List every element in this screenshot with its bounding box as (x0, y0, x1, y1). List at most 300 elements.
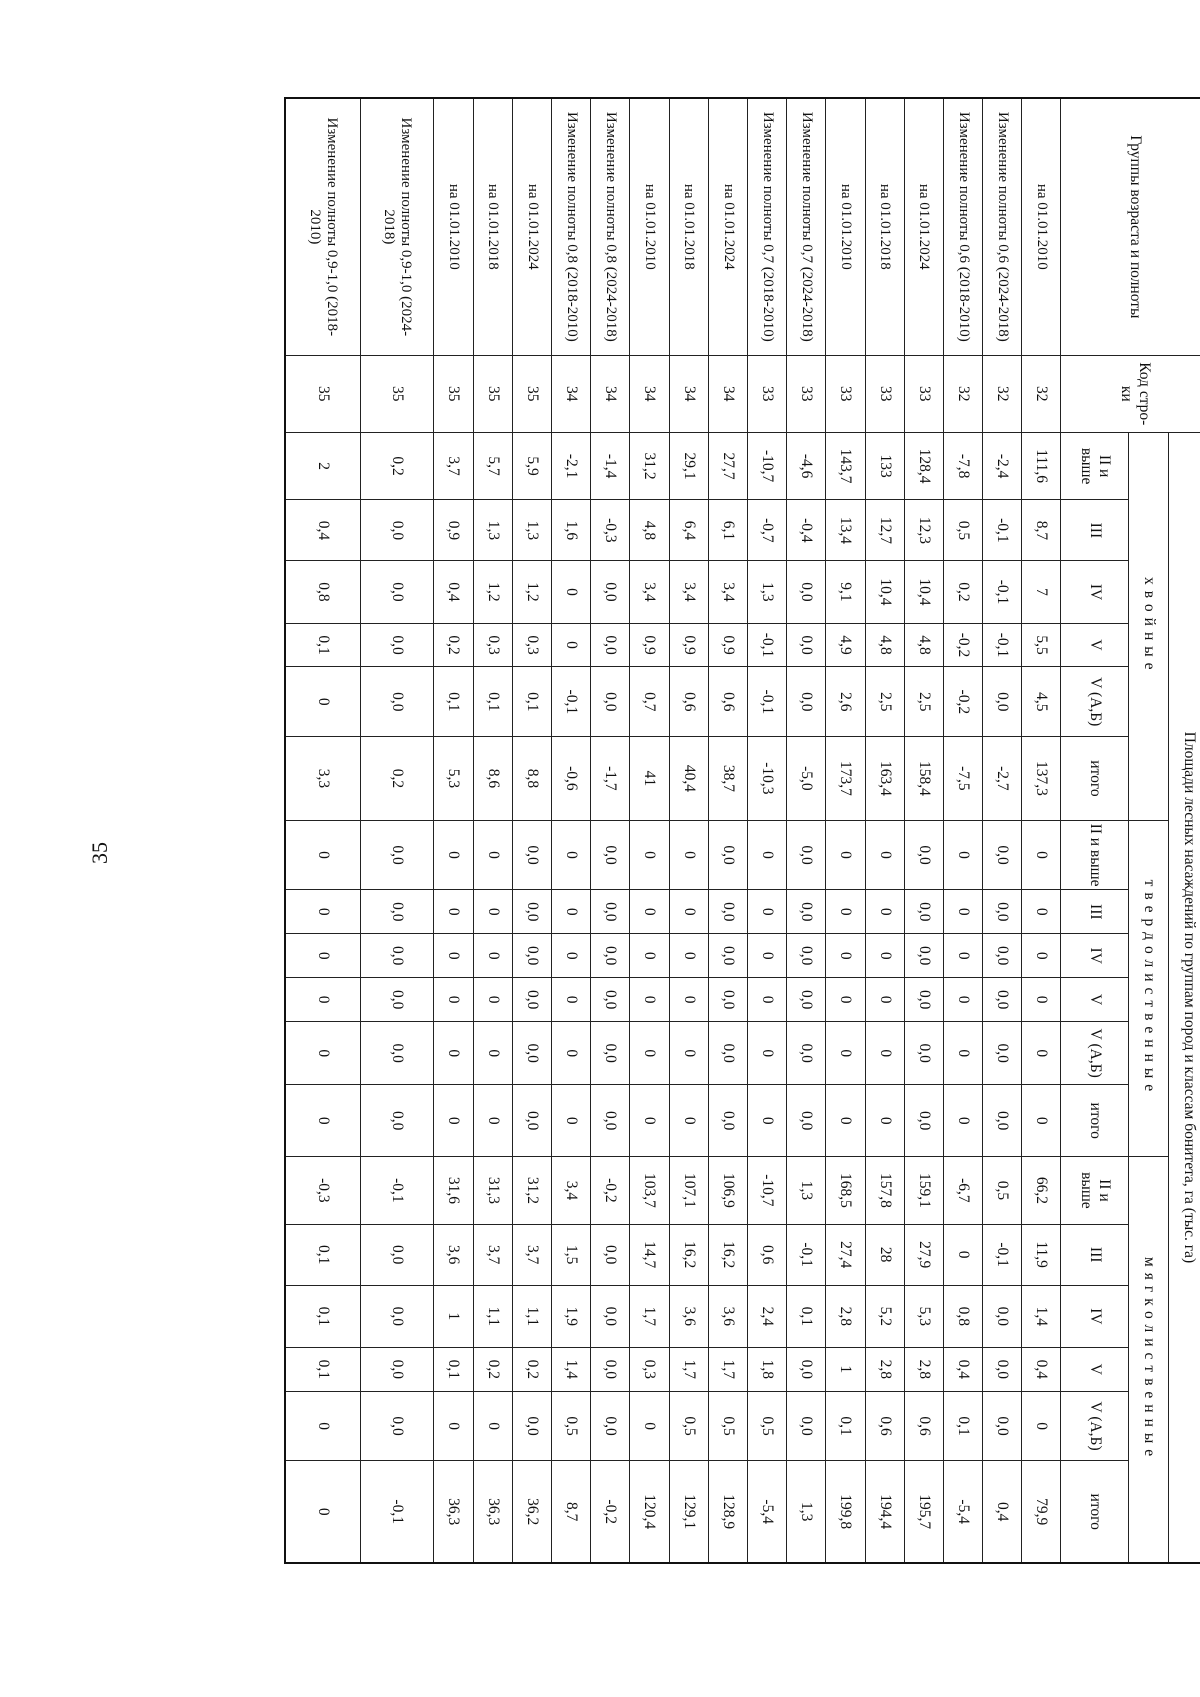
table-cell: 5,3 (434, 737, 473, 821)
table-cell: 0 (473, 890, 512, 934)
table-cell: 0,0 (708, 820, 747, 890)
table-cell: 3,4 (669, 561, 708, 623)
table-cell: 0,5 (943, 500, 982, 561)
row-code: 35 (360, 355, 434, 432)
table-cell: 1,3 (787, 1157, 826, 1225)
table-cell: 0,0 (708, 978, 747, 1022)
table-cell: 0 (552, 934, 591, 978)
table-cell: 0 (434, 1391, 473, 1461)
table-cell: 1,3 (512, 500, 551, 561)
subheader-hardwood-4: V (А,Б) (1061, 1022, 1129, 1085)
table-cell: 3,4 (552, 1157, 591, 1225)
table-cell: 0 (552, 1085, 591, 1157)
table-cell: 10,4 (865, 561, 904, 623)
table-cell: 0,0 (591, 820, 630, 890)
table-cell: 128,9 (708, 1461, 747, 1563)
table-cell: 0,0 (904, 978, 943, 1022)
table-row (473, 98, 512, 1563)
table-cell: -0,1 (360, 1157, 434, 1225)
table-row (360, 98, 434, 1563)
table-cell: 0,1 (826, 1391, 865, 1461)
table-cell: 8,7 (552, 1461, 591, 1563)
table-cell: 1,2 (473, 561, 512, 623)
row-code: 34 (708, 355, 747, 432)
table-cell: 0 (865, 820, 904, 890)
table-cell: 0 (552, 890, 591, 934)
table-cell: 0 (285, 1461, 360, 1563)
table-cell: 0,0 (360, 1022, 434, 1085)
table-cell: 0,0 (983, 820, 1022, 890)
table-cell: -4,6 (787, 432, 826, 500)
table-cell: 0,0 (591, 1391, 630, 1461)
table-cell: 1,7 (630, 1285, 669, 1347)
table-cell: 0 (669, 1022, 708, 1085)
row-label: Изменение полноты 0,9-1,0 (2024-2018) (360, 98, 434, 355)
table-cell: 3,4 (630, 561, 669, 623)
table-cell: 2,8 (826, 1285, 865, 1347)
row-label: на 01.01.2010 (826, 98, 865, 355)
table-cell: 0,6 (904, 1391, 943, 1461)
table-cell: 0,5 (552, 1391, 591, 1461)
row-label: Изменение полноты 0,8 (2018-2010) (552, 98, 591, 355)
subheader-softwood-1: III (1061, 1224, 1129, 1285)
table-cell: 3,6 (708, 1285, 747, 1347)
subheader-softwood-5: итого (1061, 1461, 1129, 1563)
subheader-hardwood-2: IV (1061, 934, 1129, 978)
row-code: 33 (787, 355, 826, 432)
table-cell: 1,4 (1022, 1285, 1061, 1347)
table-cell: -0,1 (748, 667, 787, 737)
table-cell: 0 (826, 820, 865, 890)
table-cell: 0,9 (630, 623, 669, 667)
table-cell: 0,0 (983, 934, 1022, 978)
table-cell: 0,0 (591, 934, 630, 978)
table-cell: 0,0 (360, 667, 434, 737)
table-cell: 0,0 (360, 820, 434, 890)
table-cell: 0,0 (787, 1391, 826, 1461)
table-row (826, 98, 865, 1563)
table-cell: 0 (473, 1391, 512, 1461)
table-cell: 0,0 (591, 1285, 630, 1347)
table-cell: 0 (1022, 978, 1061, 1022)
table-cell: 0 (1022, 890, 1061, 934)
table-cell: 0 (1022, 1022, 1061, 1085)
table-cell: 0 (473, 934, 512, 978)
row-label: на 01.01.2024 (904, 98, 943, 355)
subheader-hardwood-5: итого (1061, 1085, 1129, 1157)
table-cell: 0,0 (787, 820, 826, 890)
forest-area-table (284, 97, 1200, 1564)
table-cell: 0,2 (360, 432, 434, 500)
table-cell: -2,1 (552, 432, 591, 500)
table-cell: 0 (473, 820, 512, 890)
table-cell: 5,2 (865, 1285, 904, 1347)
table-cell: 168,5 (826, 1157, 865, 1225)
table-cell: 0,4 (434, 561, 473, 623)
table-cell: 1,7 (708, 1347, 747, 1391)
table-cell: 31,6 (434, 1157, 473, 1225)
subheader-softwood-2: IV (1061, 1285, 1129, 1347)
table-cell: 0,4 (285, 500, 360, 561)
table-cell: 133 (865, 432, 904, 500)
table-cell: 16,2 (669, 1224, 708, 1285)
subheader-softwood-3: V (1061, 1347, 1129, 1391)
table-cell: 6,4 (669, 500, 708, 561)
table-cell: 2,6 (826, 667, 865, 737)
table-cell: 0 (943, 934, 982, 978)
table-cell: 0,1 (512, 667, 551, 737)
table-cell: 0,1 (434, 1347, 473, 1391)
table-cell: -0,3 (285, 1157, 360, 1225)
table-cell: 0 (748, 890, 787, 934)
table-cell: 3,4 (708, 561, 747, 623)
table-cell: 0,2 (434, 623, 473, 667)
table-cell: 0,0 (360, 890, 434, 934)
table-cell: -5,0 (787, 737, 826, 821)
table-row (512, 98, 551, 1563)
table-cell: 173,7 (826, 737, 865, 821)
table-cell: 0,0 (512, 1391, 551, 1461)
table-cell: 0 (826, 934, 865, 978)
table-cell: 0,0 (360, 1224, 434, 1285)
table-cell: 0,0 (360, 1347, 434, 1391)
table-cell: 1,9 (552, 1285, 591, 1347)
table-cell: 0 (552, 1022, 591, 1085)
table-cell: 0,4 (983, 1461, 1022, 1563)
table-cell: 4,5 (1022, 667, 1061, 737)
table-cell: 0 (434, 934, 473, 978)
row-code: 35 (473, 355, 512, 432)
table-cell: 0 (748, 1085, 787, 1157)
table-cell: 143,7 (826, 432, 865, 500)
row-code: 32 (943, 355, 982, 432)
table-cell: 1,1 (512, 1285, 551, 1347)
table-cell: 0 (865, 978, 904, 1022)
table-cell: -10,7 (748, 1157, 787, 1225)
table-cell: 0,1 (787, 1285, 826, 1347)
table-cell: 14,7 (630, 1224, 669, 1285)
table-cell: -7,8 (943, 432, 982, 500)
table-cell: 0,2 (360, 737, 434, 821)
table-cell: 0,0 (512, 1085, 551, 1157)
rotated-table-container (284, 97, 1200, 1564)
table-cell: 12,3 (904, 500, 943, 561)
table-cell: 0,0 (983, 1022, 1022, 1085)
table-cell: 195,7 (904, 1461, 943, 1563)
table-cell: 12,7 (865, 500, 904, 561)
row-label: на 01.01.2024 (512, 98, 551, 355)
table-cell: 0,9 (434, 500, 473, 561)
row-code: 35 (434, 355, 473, 432)
row-code: 32 (1022, 355, 1061, 432)
table-cell: 0,6 (865, 1391, 904, 1461)
table-cell: -10,3 (748, 737, 787, 821)
table-cell: 0 (285, 1022, 360, 1085)
table-cell: 0,2 (943, 561, 982, 623)
table-cell: 0,0 (591, 978, 630, 1022)
table-cell: 1,4 (552, 1347, 591, 1391)
table-cell: 0,1 (285, 1347, 360, 1391)
table-cell: -5,4 (748, 1461, 787, 1563)
table-cell: 106,9 (708, 1157, 747, 1225)
table-cell: 0 (285, 667, 360, 737)
table-cell: 36,3 (473, 1461, 512, 1563)
table-cell: 0,0 (591, 667, 630, 737)
table-cell: -1,4 (591, 432, 630, 500)
table-cell: 1,3 (787, 1461, 826, 1563)
table-cell: 0,0 (708, 1022, 747, 1085)
header-row-code: Код стро-ки (1061, 355, 1200, 432)
row-label: на 01.01.2018 (473, 98, 512, 355)
table-cell: 0,6 (669, 667, 708, 737)
table-cell: 0 (1022, 1391, 1061, 1461)
table-cell: 1,5 (552, 1224, 591, 1285)
table-cell: 120,4 (630, 1461, 669, 1563)
row-label: на 01.01.2010 (1022, 98, 1061, 355)
table-row (552, 98, 591, 1563)
table-cell: 8,7 (1022, 500, 1061, 561)
table-cell: -0,2 (943, 623, 982, 667)
table-cell: 0 (943, 1224, 982, 1285)
table-cell: 0,0 (360, 978, 434, 1022)
table-cell: 0,0 (983, 1085, 1022, 1157)
table-cell: 0,0 (787, 1085, 826, 1157)
table-cell: 0,8 (943, 1285, 982, 1347)
table-cell: 6,1 (708, 500, 747, 561)
table-cell: 0 (669, 1085, 708, 1157)
subheader-conifers-0: II и выше (1061, 432, 1129, 500)
table-cell: 1,3 (473, 500, 512, 561)
table-cell: 0 (434, 820, 473, 890)
table-cell: 0,0 (983, 1391, 1022, 1461)
row-label: Изменение полноты 0,6 (2024-2018) (983, 98, 1022, 355)
table-cell: 0 (630, 1391, 669, 1461)
row-label: Изменение полноты 0,7 (2024-2018) (787, 98, 826, 355)
table-cell: 0,7 (630, 667, 669, 737)
table-cell: 27,4 (826, 1224, 865, 1285)
table-cell: 28 (865, 1224, 904, 1285)
table-cell: 27,7 (708, 432, 747, 500)
table-cell: 0 (1022, 934, 1061, 978)
table-cell: 0,0 (787, 1022, 826, 1085)
table-cell: 159,1 (904, 1157, 943, 1225)
table-cell: 0,5 (748, 1391, 787, 1461)
table-cell: -0,1 (360, 1461, 434, 1563)
table-title: Площади лесных насаждений по группам пород и классам бонитета, га (тыс. га) (1169, 432, 1200, 1563)
table-cell: -2,7 (983, 737, 1022, 821)
table-cell: 0,1 (285, 623, 360, 667)
table-cell: 0 (1022, 1085, 1061, 1157)
table-cell: 0,0 (360, 1085, 434, 1157)
row-code: 34 (591, 355, 630, 432)
table-cell: 0,0 (904, 1085, 943, 1157)
table-cell: 0,0 (591, 1022, 630, 1085)
row-code: 35 (285, 355, 360, 432)
table-cell: 8,8 (512, 737, 551, 821)
table-row (669, 98, 708, 1563)
row-code: 34 (630, 355, 669, 432)
table-cell: 0 (285, 820, 360, 890)
subheader-softwood-0: II и выше (1061, 1157, 1129, 1225)
table-cell: 129,1 (669, 1461, 708, 1563)
subheader-conifers-2: IV (1061, 561, 1129, 623)
table-cell: 0 (285, 1391, 360, 1461)
table-cell: 0,0 (904, 820, 943, 890)
table-cell: 0,1 (434, 667, 473, 737)
table-cell: -0,1 (787, 1224, 826, 1285)
table-cell: 40,4 (669, 737, 708, 821)
table-cell: 0 (669, 978, 708, 1022)
table-cell: 27,9 (904, 1224, 943, 1285)
table-cell: -0,2 (591, 1157, 630, 1225)
table-cell: 1 (434, 1285, 473, 1347)
table-cell: 0 (285, 934, 360, 978)
table-cell: 0 (826, 978, 865, 1022)
table-cell: 0 (943, 890, 982, 934)
table-cell: 1,2 (512, 561, 551, 623)
table-cell: 0 (552, 820, 591, 890)
table-cell: 0 (630, 1022, 669, 1085)
table-cell: 0 (826, 1022, 865, 1085)
table-cell: 0 (1022, 820, 1061, 890)
table-cell: 0 (943, 1085, 982, 1157)
table-cell: 0,0 (512, 978, 551, 1022)
table-cell: 36,2 (512, 1461, 551, 1563)
table-cell: 0,0 (787, 667, 826, 737)
table-row (787, 98, 826, 1563)
table-cell: 2,4 (748, 1285, 787, 1347)
table-cell: -0,2 (943, 667, 982, 737)
table-cell: -0,1 (552, 667, 591, 737)
table-cell: 2,8 (865, 1347, 904, 1391)
row-label: на 01.01.2024 (708, 98, 747, 355)
table-cell: 0 (943, 978, 982, 1022)
table-cell: 0 (865, 1022, 904, 1085)
table-cell: 0 (943, 1022, 982, 1085)
row-code: 34 (552, 355, 591, 432)
table-cell: 0,0 (591, 890, 630, 934)
table-cell: 36,3 (434, 1461, 473, 1563)
table-cell: -0,1 (983, 561, 1022, 623)
table-cell: 0,0 (708, 934, 747, 978)
table-cell: 31,2 (630, 432, 669, 500)
table-cell: 11,9 (1022, 1224, 1061, 1285)
table-cell: -0,1 (983, 623, 1022, 667)
table-cell: 3,6 (669, 1285, 708, 1347)
subheader-hardwood-3: V (1061, 978, 1129, 1022)
table-row (285, 98, 360, 1563)
row-label: на 01.01.2010 (434, 98, 473, 355)
table-row (591, 98, 630, 1563)
table-cell: 0,0 (360, 561, 434, 623)
table-cell: 0,0 (983, 1285, 1022, 1347)
row-label: Изменение полноты 0,9-1,0 (2018-2010) (285, 98, 360, 355)
table-cell: 0,5 (983, 1157, 1022, 1225)
table-cell: 10,4 (904, 561, 943, 623)
table-cell: 1 (826, 1347, 865, 1391)
table-cell: -0,2 (591, 1461, 630, 1563)
table-row (708, 98, 747, 1563)
table-cell: -0,6 (552, 737, 591, 821)
table-cell: -0,1 (983, 500, 1022, 561)
table-cell: -1,7 (591, 737, 630, 821)
group-header-softwood: мягколиственные (1129, 1157, 1169, 1563)
table-cell: 0 (748, 820, 787, 890)
table-cell: 0,0 (787, 1347, 826, 1391)
table-cell: 0,1 (285, 1285, 360, 1347)
table-cell: 0,1 (285, 1224, 360, 1285)
table-cell: 0,0 (360, 1285, 434, 1347)
table-cell: 16,2 (708, 1224, 747, 1285)
table-cell: -7,5 (943, 737, 982, 821)
table-cell: 0,8 (285, 561, 360, 623)
row-code: 35 (512, 355, 551, 432)
header-age-groups: Группы возраста и полноты (1061, 98, 1200, 355)
subheader-softwood-4: V (А,Б) (1061, 1391, 1129, 1461)
table-cell: 0 (630, 978, 669, 1022)
table-cell: 66,2 (1022, 1157, 1061, 1225)
table-cell: -6,7 (943, 1157, 982, 1225)
table-cell: 0,0 (983, 890, 1022, 934)
table-cell: 0 (865, 934, 904, 978)
table-cell: 0 (669, 934, 708, 978)
table-cell: 0 (748, 978, 787, 1022)
table-cell: 0,0 (591, 1085, 630, 1157)
table-row (434, 98, 473, 1563)
table-cell: 3,3 (285, 737, 360, 821)
table-cell: -0,3 (591, 500, 630, 561)
subheader-hardwood-1: III (1061, 890, 1129, 934)
table-cell: 5,9 (512, 432, 551, 500)
table-cell: 0,0 (512, 890, 551, 934)
table-cell: 0 (552, 561, 591, 623)
table-cell: 0 (630, 934, 669, 978)
table-cell: 0 (826, 890, 865, 934)
group-header-conifers: хвойные (1129, 432, 1169, 820)
table-cell: 128,4 (904, 432, 943, 500)
row-code: 33 (904, 355, 943, 432)
table-cell: 0,9 (708, 623, 747, 667)
table-cell: -10,7 (748, 432, 787, 500)
table-cell: 0 (630, 1085, 669, 1157)
row-label: на 01.01.2010 (630, 98, 669, 355)
table-row (1022, 98, 1061, 1563)
table-cell: 0 (473, 978, 512, 1022)
table-cell: 0,0 (708, 1085, 747, 1157)
table-cell: -2,4 (983, 432, 1022, 500)
subheader-conifers-5: итого (1061, 737, 1129, 821)
subheader-conifers-4: V (А,Б) (1061, 667, 1129, 737)
table-cell: -0,7 (748, 500, 787, 561)
table-cell: 0,0 (591, 1347, 630, 1391)
table-cell: 3,7 (473, 1224, 512, 1285)
table-cell: 0,0 (787, 978, 826, 1022)
table-cell: 5,5 (1022, 623, 1061, 667)
table-cell: 3,7 (434, 432, 473, 500)
table-cell: 1,3 (748, 561, 787, 623)
table-cell: -0,4 (787, 500, 826, 561)
table-cell: 0,6 (748, 1224, 787, 1285)
table-cell: 4,8 (630, 500, 669, 561)
table-row (983, 98, 1022, 1563)
table-cell: 2,5 (865, 667, 904, 737)
table-cell: 3,6 (434, 1224, 473, 1285)
table-cell: 111,6 (1022, 432, 1061, 500)
group-header-hardwood: твердолиственные (1129, 820, 1169, 1156)
row-code: 34 (669, 355, 708, 432)
table-cell: 157,8 (865, 1157, 904, 1225)
table-cell: 0,2 (473, 1347, 512, 1391)
